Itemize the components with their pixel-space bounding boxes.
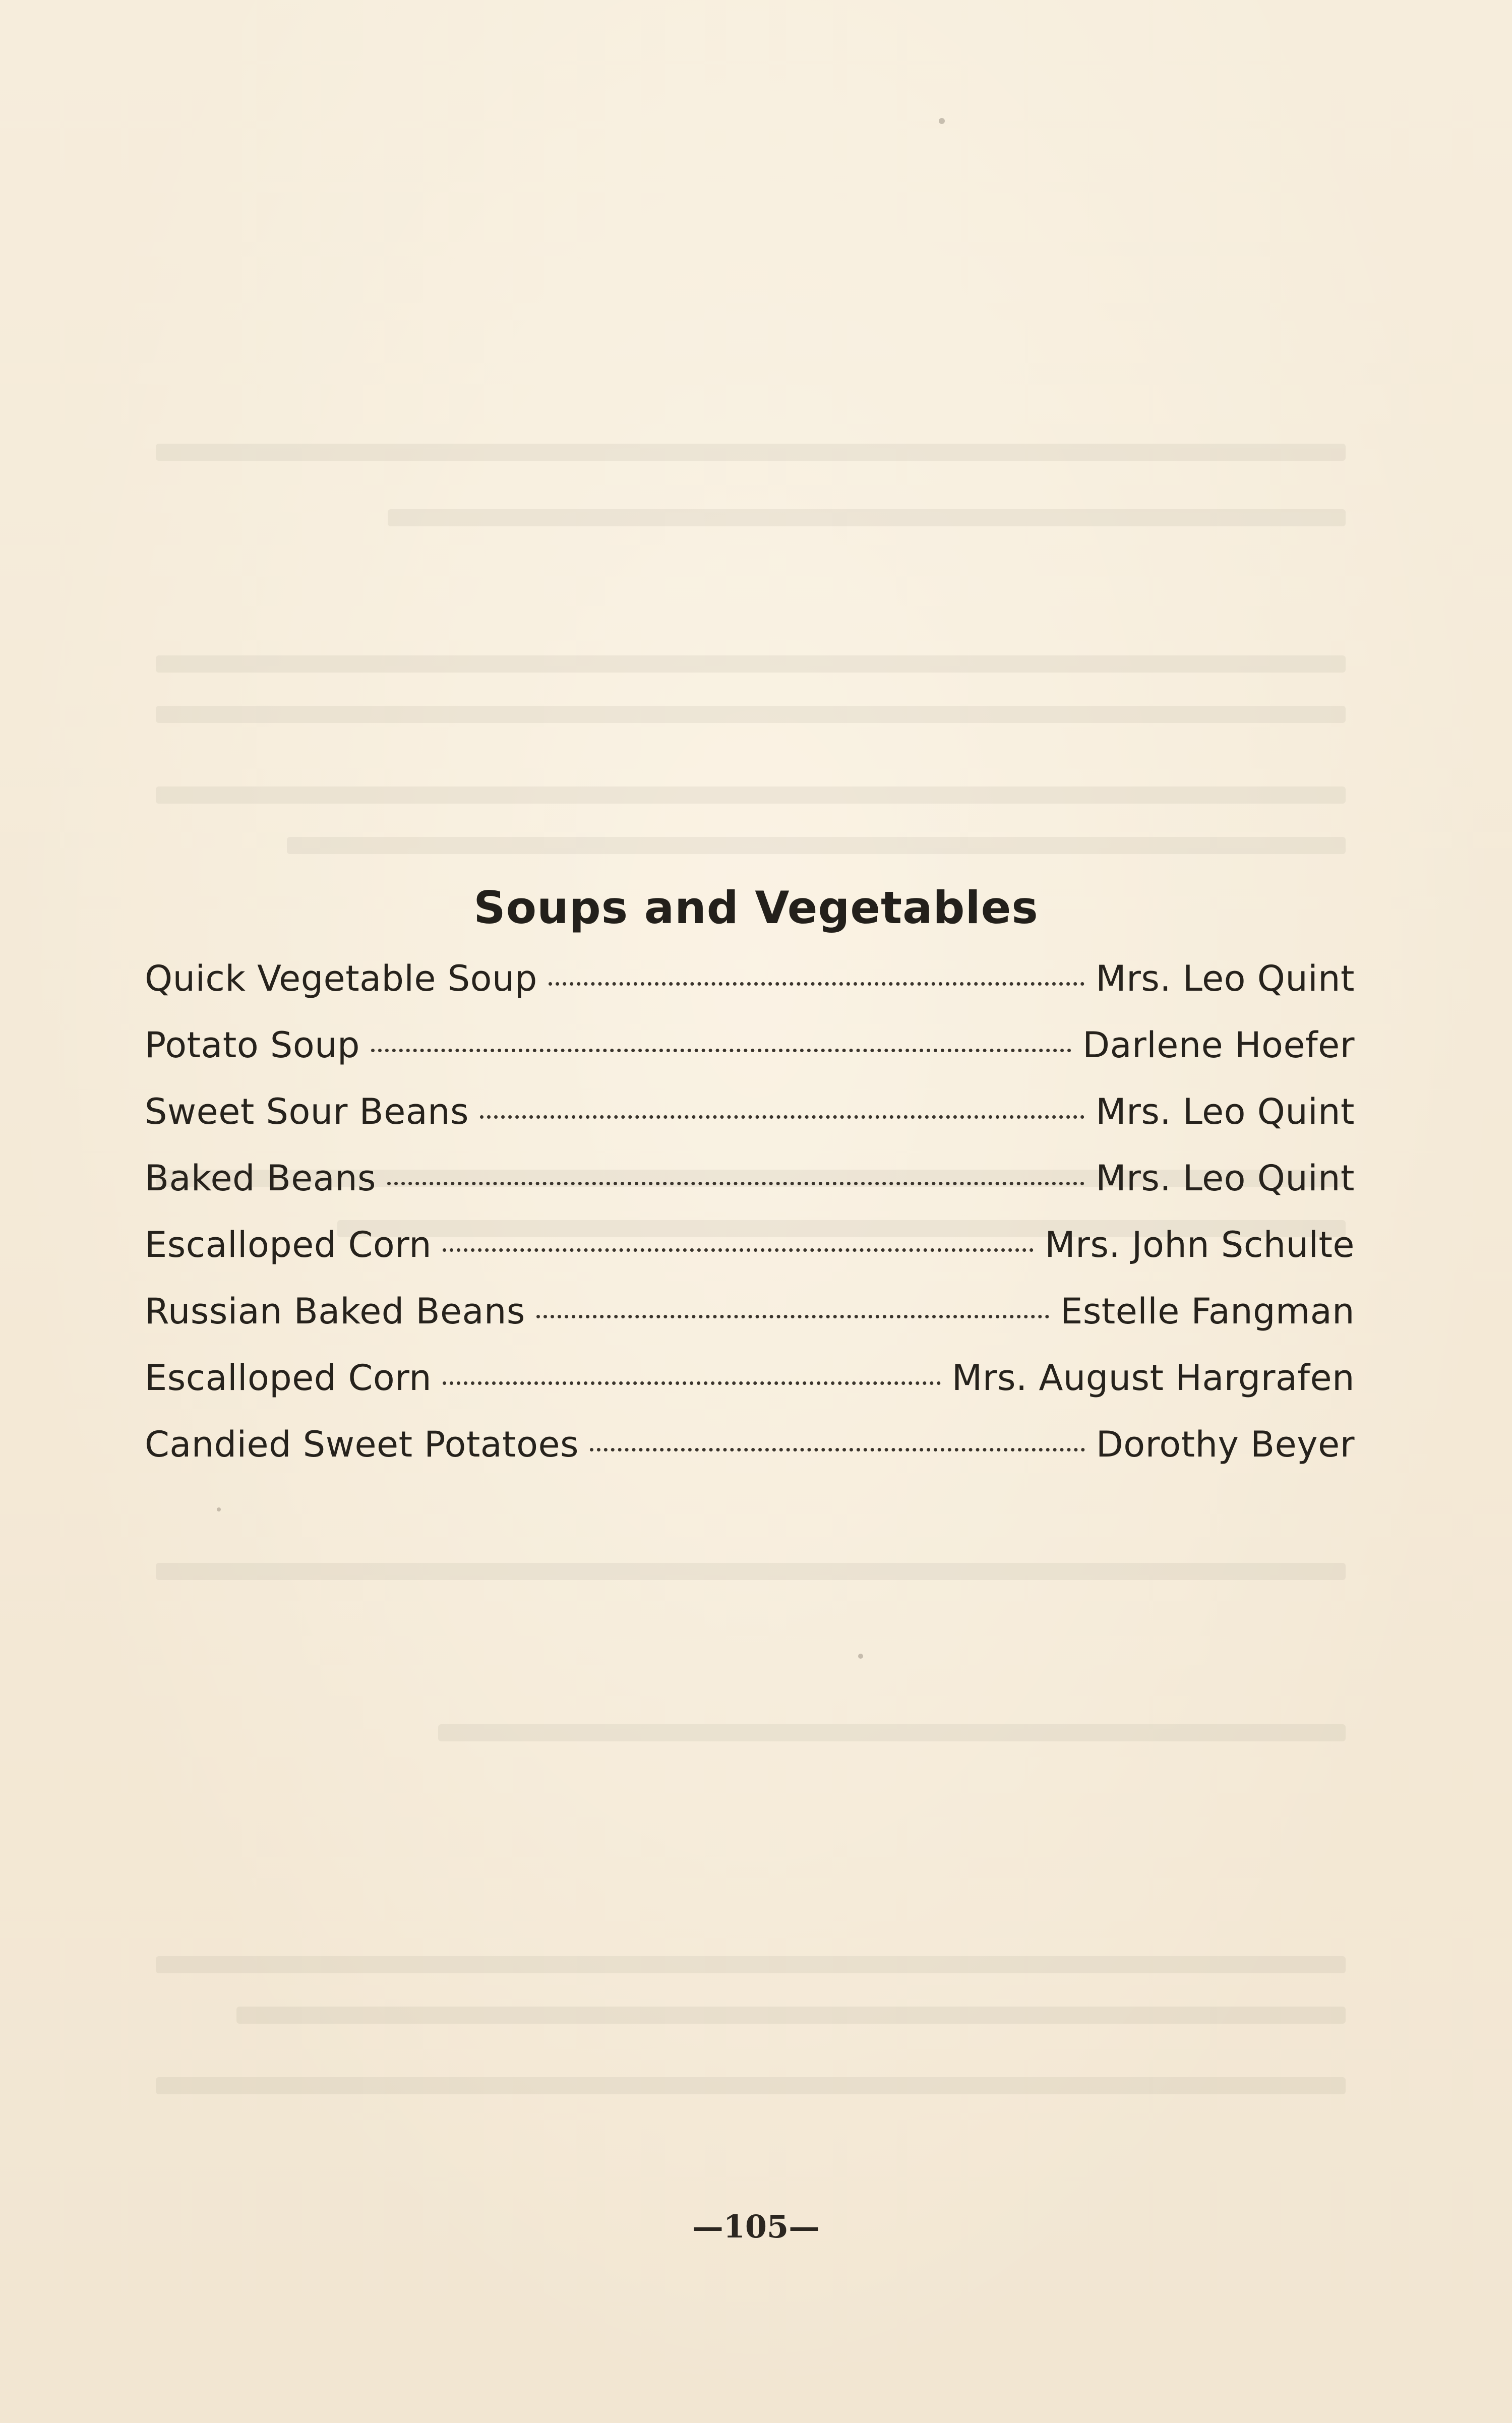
recipe-index-list (145, 958, 1355, 1490)
recipe-contributor: Dorothy Beyer (1096, 1424, 1355, 1465)
list-item (145, 1158, 1355, 1224)
recipe-name: Russian Baked Beans (145, 1291, 525, 1332)
paper-speck (858, 1654, 863, 1659)
dot-leader (443, 1381, 941, 1385)
list-item (145, 1091, 1355, 1158)
list-item (145, 958, 1355, 1024)
recipe-contributor: Mrs. Leo Quint (1096, 958, 1355, 999)
recipe-contributor: Mrs. August Hargrafen (951, 1357, 1355, 1399)
dot-leader (590, 1448, 1085, 1451)
recipe-name: Candied Sweet Potatoes (145, 1424, 579, 1465)
section-title: Soups and Vegetables (473, 881, 1039, 934)
list-item (145, 1224, 1355, 1291)
dot-leader (536, 1315, 1049, 1318)
dot-leader (549, 982, 1084, 986)
dot-leader (480, 1115, 1084, 1119)
dot-leader (371, 1049, 1071, 1052)
paper-speck (217, 1507, 221, 1511)
list-item (145, 1024, 1355, 1091)
list-item (145, 1291, 1355, 1357)
list-item (145, 1357, 1355, 1424)
dot-leader (387, 1182, 1084, 1185)
paper-speck (939, 118, 945, 124)
recipe-name: Sweet Sour Beans (145, 1091, 469, 1132)
page-number: —105— (692, 2208, 820, 2245)
recipe-contributor: Mrs. Leo Quint (1096, 1158, 1355, 1199)
recipe-contributor: Estelle Fangman (1060, 1291, 1355, 1332)
recipe-name: Baked Beans (145, 1158, 377, 1199)
recipe-contributor: Darlene Hoefer (1082, 1024, 1355, 1066)
recipe-contributor: Mrs. John Schulte (1045, 1224, 1355, 1265)
dot-leader (443, 1248, 1034, 1252)
recipe-name: Escalloped Corn (145, 1224, 432, 1265)
recipe-name: Potato Soup (145, 1024, 360, 1066)
list-item (145, 1424, 1355, 1490)
recipe-name: Escalloped Corn (145, 1357, 432, 1399)
recipe-name: Quick Vegetable Soup (145, 958, 537, 999)
recipe-contributor: Mrs. Leo Quint (1096, 1091, 1355, 1132)
